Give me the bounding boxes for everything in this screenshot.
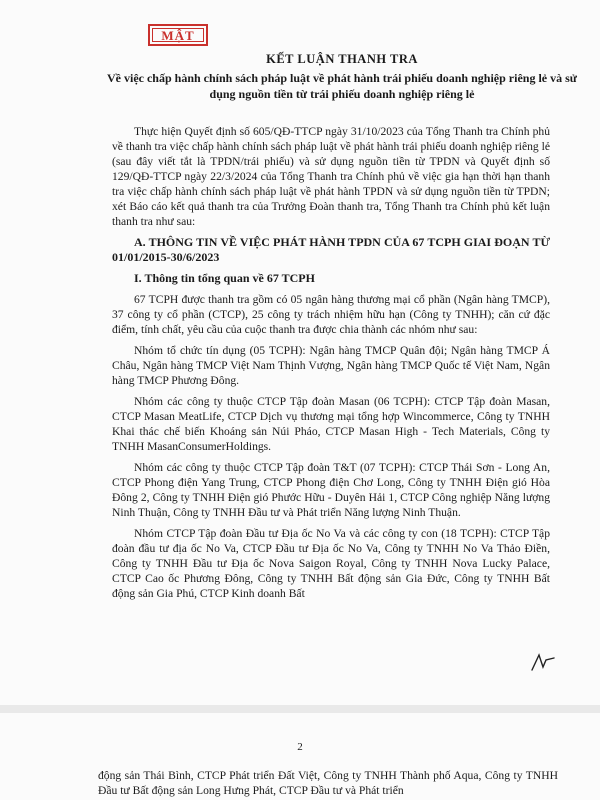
document-subtitle: Về việc chấp hành chính sách pháp luật về phát hành trái phiếu doanh nghiệp riêng lẻ và sử dụng nguồn tiền từ trái phiếu doanh nghiệp riêng lẻ: [107, 71, 577, 101]
overview-paragraph: 67 TCPH được thanh tra gồm có 05 ngân hàng thương mại cổ phần (Ngân hàng TMCP), 37 công ty cổ phần (CTCP), 25 công ty trách nhiệm hữu hạn (Công ty TNHH); căn cứ đặc điểm, tính chất, yêu cầu của cuộc thanh tra được chia thành các nhóm như sau:: [112, 293, 550, 336]
document-title: KẾT LUẬN THANH TRA: [266, 52, 418, 66]
page-2-text: động sản Thái Bình, CTCP Phát triển Đất Việt, Công ty TNHH Thành phố Aqua, Công ty TNHH Đầu tư Bất động sản Long Hưng Phát, CTCP Đầu tư và Phát triển: [98, 769, 558, 797]
nova-group-paragraph: Nhóm CTCP Tập đoàn Đầu tư Địa ốc No Va và các công ty con (18 TCPH): CTCP Tập đoàn đầu tư địa ốc No Va, CTCP Đầu tư Địa ốc No Va, Công ty TNHH No Va Thảo Điền, Công ty TNHH Đầu tư Địa ốc Nova Saigon Royal, Công ty TNHH Nova Lucky Palace, CTCP Cao ốc Phương Đông, Công ty TNHH Bất động sản Gia Đức, Công ty TNHH Bất động sản Gia Phú, CTCP Kinh doanh Bất: [112, 527, 550, 600]
section-i-heading: I. Thông tin tổng quan về 67 TCPH: [134, 271, 315, 285]
signature-initial: [530, 652, 556, 672]
intro-paragraph: Thực hiện Quyết định số 605/QĐ-TTCP ngày 31/10/2023 của Tổng Thanh tra Chính phủ về thanh tra việc chấp hành chính sách pháp luật về phát hành trái phiếu doanh nghiệp riêng lẻ (sau đây viết tắt là TPDN/trái phiếu) và sử dụng nguồn tiền từ TPDN và Quyết định số 129/QĐ-TTCP ngày 22/3/2024 của Tổng Thanh tra Chính phủ về việc gia hạn thời hạn thanh tra việc chấp hành chính sách pháp luật về phát hành TPDN và sử dụng nguồn tiền từ TPDN; xét Báo cáo kết quả thanh tra của Trưởng Đoàn thanh tra, Tổng Thanh tra Chính phủ kết luận thanh tra như sau:: [112, 125, 550, 228]
credit-group-paragraph: Nhóm tổ chức tín dụng (05 TCPH): Ngân hàng TMCP Quân đội; Ngân hàng TMCP Á Châu, Ngân hàng TMCP Việt Nam Thịnh Vượng, Ngân hàng TMCP Quốc tế Việt Nam, Ngân hàng TMCP Phương Đông.: [112, 344, 550, 387]
confidential-stamp: MẬT: [148, 24, 208, 46]
tt-group-paragraph: Nhóm các công ty thuộc CTCP Tập đoàn T&T (07 TCPH): CTCP Thái Sơn - Long An, CTCP Phong điện Yang Trung, CTCP Phong điện Chơ Long, Công ty TNHH Điện gió Hòa Đông 2, Công ty TNHH Điện gió Phước Hữu - Duyên Hải 1, CTCP Công nghiệp Năng lượng Ninh Thuận, Công ty TNHH Đầu tư và Phát triển Năng lượng Ninh Thuận.: [112, 461, 550, 519]
masan-group-paragraph: Nhóm các công ty thuộc CTCP Tập đoàn Masan (06 TCPH): CTCP Tập đoàn Masan, CTCP Masan MeatLife, CTCP Dịch vụ thương mại tổng hợp Wincommerce, Công ty TNHH Khai thác chế biến Khoáng sản Núi Pháo, CTCP Masan High - Tech Materials, Công ty TNHH MasanConsumerHoldings.: [112, 395, 550, 453]
page-number: 2: [297, 741, 303, 753]
document-body: [112, 124, 550, 607]
section-a-heading: A. THÔNG TIN VỀ VIỆC PHÁT HÀNH TPDN CỦA 67 TCPH GIAI ĐOẠN TỪ 01/01/2015-30/6/2023: [112, 235, 550, 264]
document-page-2: [0, 713, 600, 800]
